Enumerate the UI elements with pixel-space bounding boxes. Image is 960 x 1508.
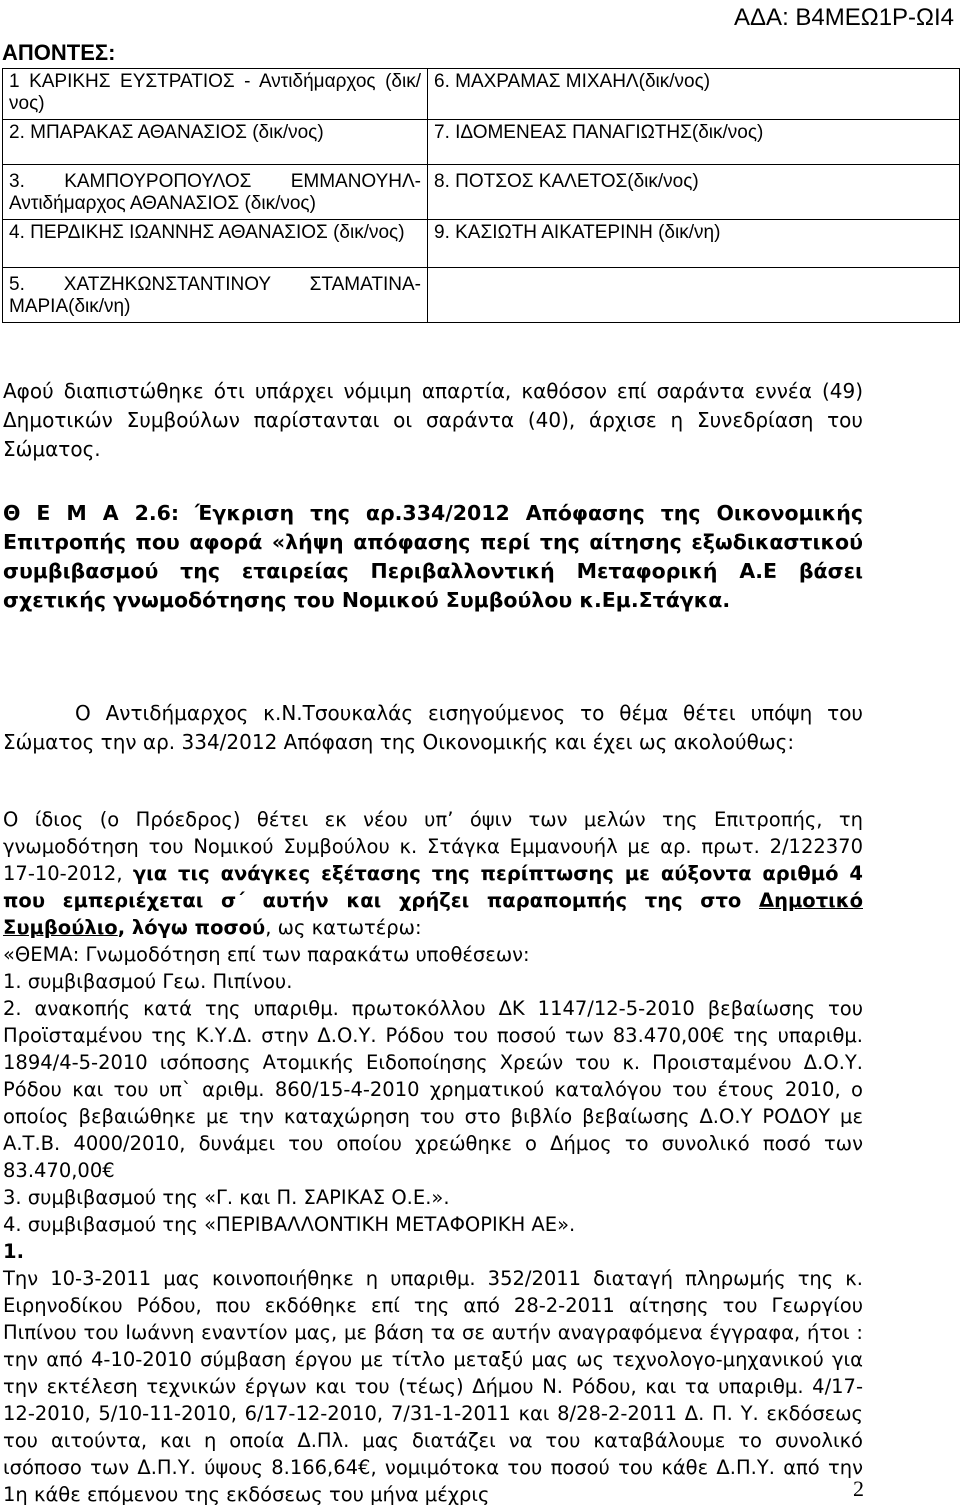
page-number: 2 (853, 1476, 864, 1501)
theme-line: «ΘΕΜΑ: Γνωμοδότηση επί των παρακάτω υποθέσεων: (3, 943, 530, 966)
para-1-text: Ο ίδιος (ο Πρόεδρος) θέτει εκ νέου υπ’ όψιν των μελών της Επιτροπής, τη γνωμοδότηση του Νομικού Συμβούλου κ. Στάγκα Εμμανουήλ με αρ. πρωτ. 2/122370 17-10-2012, (3, 808, 863, 885)
absent-cell: 5. ΧΑΤΖΗΚΩΝΣΤΑΝΤΙΝΟΥ ΣΤΑΜΑΤΙΝΑ-ΜΑΡΙΑ(δικ/νη) (3, 268, 428, 323)
absent-cell: 1 ΚΑΡΙΚΗΣ ΕΥΣΤΡΑΤΙΟΣ - Αντιδήμαρχος (δικ/νος) (3, 69, 428, 120)
absent-cell: 3. ΚΑΜΠΟΥΡΟΠΟΥΛΟΣ ΕΜΜΑΝΟΥΗΛ- Αντιδήμαρχος ΑΘΑΝΑΣΙΟΣ (δικ/νος) (3, 165, 428, 220)
absent-cell: 7. ΙΔΟΜΕΝΕΑΣ ΠΑΝΑΓΙΩΤΗΣ(δικ/νος) (428, 120, 960, 165)
para-2: Την 10-3-2011 μας κοινοποιήθηκε η υπαριθμ. 352/2011 διαταγή πληρωμής της κ. Ειρηνοδίκου Ρόδου, που εκδόθηκε επί της από 28-2-2011 αίτησης του Γεωργίου Πιπίνου του Ιωάννη εναντίον μας, με βάση τα σε αυτήν αναγραφόμενα έγγραφα, ήτοι : την από 4-10-2010 σύμβαση έργου με τίτλο μεταξύ μας ως τεχνολογο-μηχανικού για την εκτέλεση τεχνικών έργων και του (τέως) Δήμου Ν. Ρόδου, και τα υπαριθμ. 4/17-12-2010, 5/10-11-2010, 6/17-12-2010, 7/31-1-2011 και 8/28-2-2011 Δ. Π. Υ. εκδόσεως του αιτούντα, και η οποία Δ.Πλ. μας διατάζει να του καταβάλουμε το συνολικό ισόποσο των Δ.Π.Υ. ύψους 8.166,64€, νομιμότοκα του ποσού του κάθε Δ.Π.Υ. από την 1η κάθε επόμενου της εκδόσεως του μήνα μέχρις (3, 1267, 863, 1506)
para-1-bold-tail: , λόγω ποσού (117, 916, 266, 939)
list-item: 2. ανακοπής κατά της υπαριθμ. πρωτοκόλλου ΔΚ 1147/12-5-2010 βεβαίωσης του Προϊσταμένου της Κ.Υ.Δ. στην Δ.Ο.Υ. Ρόδου του ποσού των 83.470,00€ της υπαριθμ. 1894/4-5-2010 ισόποσης Ατομικής Ειδοποίησης Χρεών του κ. Προισταμένου Δ.Ο.Υ. Ρόδου και του υπ` αριθμ. 860/15-4-2010 χρηματικού καταλόγου του έτους 2010, ο οποίος βεβαιώθηκε με την καταχώρηση του στο βιβλίο βεβαίωσης Δ.Ο.Υ ΡΟΔΟΥ με Α.Τ.Β. 4000/2010, δυνάμει του οποίου χρεώθηκε ο Δήμος το συνολικό ποσό των 83.470,00€ (3, 997, 863, 1182)
quorum-paragraph: Αφού διαπιστώθηκε ότι υπάρχει νόμιμη απαρτία, καθόσον επί σαράντα εννέα (49) Δημοτικών Συμβούλων παρίστανται οι σαράντα (40), άρχισε η Συνεδρίαση του Σώματος. (3, 379, 863, 461)
absent-table (2, 68, 960, 323)
absent-cell: 8. ΠΟΤΣΟΣ ΚΑΛΕΤΟΣ(δικ/νος) (428, 165, 960, 220)
intro-paragraph: Ο Αντιδήμαρχος κ.Ν.Τσουκαλάς εισηγούμενος το θέμα θέτει υπόψη του Σώματος την αρ. 334/2012 Απόφαση της Οικονομικής και έχει ως ακολούθως: (3, 701, 863, 754)
sub-heading: 1. (3, 1240, 24, 1263)
main-text (3, 806, 863, 1508)
list-item: 4. συμβιβασμού της «ΠΕΡΙΒΑΛΛΟΝΤΙΚΗ ΜΕΤΑΦΟΡΙΚΗ ΑΕ». (3, 1213, 576, 1236)
topic-heading: Θ Ε Μ Α 2.6: Έγκριση της αρ.334/2012 Απόφασης της Οικονομικής Επιτροπής που αφορά «λήψη απόφασης περί της αίτησης εξωδικαστικού συμβιβασμού της εταιρείας Περιβαλλοντική Μεταφορική Α.Ε βάσει σχετικής γνωμοδότησης του Νομικού Συμβούλου κ.Εμ.Στάγκα. (3, 501, 863, 612)
absent-cell: 9. ΚΑΣΙΩΤΗ ΑΙΚΑΤΕΡΙΝΗ (δικ/νη) (428, 220, 960, 268)
absent-cell-empty (428, 268, 960, 323)
absent-cell: 2. ΜΠΑΡΑΚΑΣ ΑΘΑΝΑΣΙΟΣ (δικ/νος) (3, 120, 428, 165)
absent-cell: 6. ΜΑΧΡΑΜΑΣ ΜΙΧΑΗΛ(δικ/νος) (428, 69, 960, 120)
list-item: 3. συμβιβασμού της «Γ. και Π. ΣΑΡΙΚΑΣ Ο.Ε.». (3, 1186, 450, 1209)
ada-code: ΑΔΑ: Β4ΜΕΩ1Ρ-ΩΙ4 (734, 4, 954, 31)
list-item: 1. συμβιβασμού Γεω. Πιπίνου. (3, 970, 293, 993)
para-1-bold: για τις ανάγκες εξέτασης της περίπτωσης με αύξοντα αριθμό 4 που εμπεριέχεται σ΄ αυτήν και χρήζει παραπομπής της στο (3, 862, 863, 912)
absent-heading: ΑΠΟΝΤΕΣ: (2, 40, 116, 65)
para-1-end: , ως κατωτέρω: (265, 916, 422, 939)
para-1 (3, 806, 863, 941)
absent-cell: 4. ΠΕΡΔΙΚΗΣ ΙΩΑΝΝΗΣ ΑΘΑΝΑΣΙΟΣ (δικ/νος) (3, 220, 428, 268)
para-1-bold-underlined: Δημοτικό Συμβούλιο (3, 889, 863, 939)
